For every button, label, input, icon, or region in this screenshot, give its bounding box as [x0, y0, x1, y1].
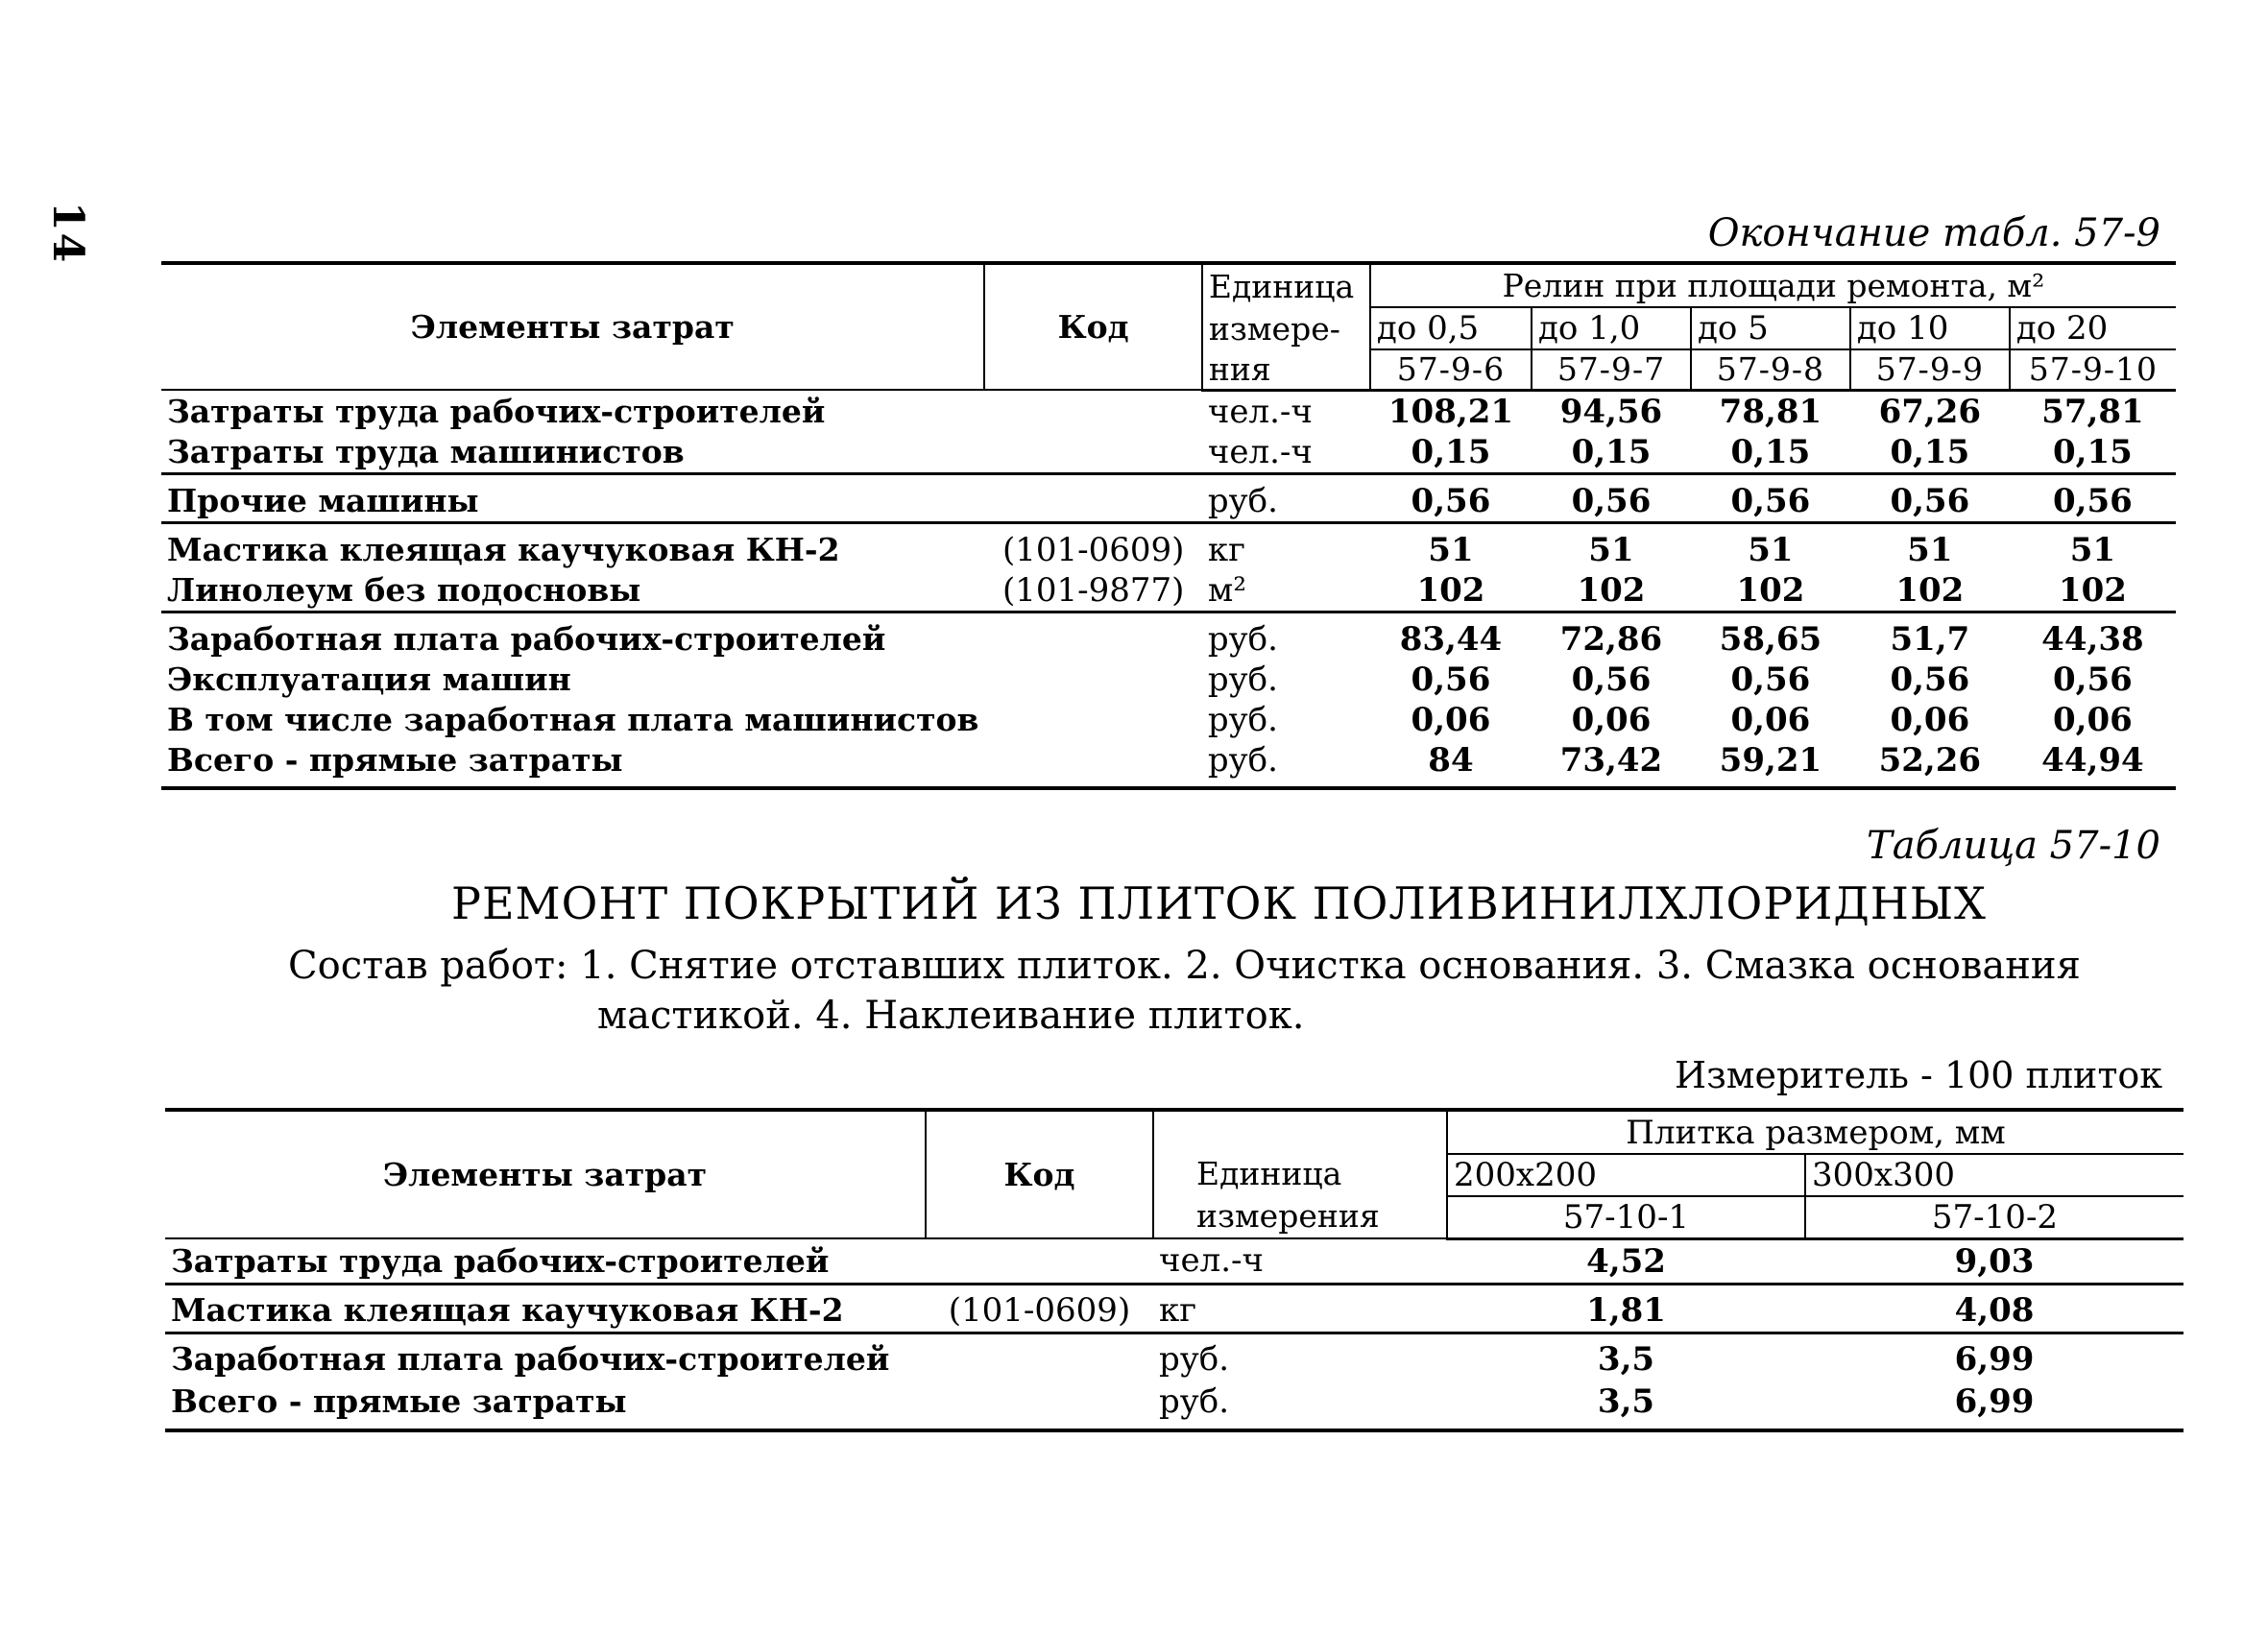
col-label: 300x300 [1805, 1154, 2184, 1196]
cell-value: 0,06 [1890, 700, 1970, 739]
table-row [161, 390, 2176, 432]
cell-value: 0,56 [1532, 473, 1691, 522]
row-label: Линолеум без подосновы [167, 571, 641, 609]
section-title: РЕМОНТ ПОКРЫТИЙ ИЗ ПЛИТОК ПОЛИВИНИЛХЛОРИДНЫХ [451, 877, 1987, 929]
cell-value: 0,15 [1890, 432, 1970, 471]
cell-value: 0,56 [2053, 660, 2133, 699]
col-code: 57-9-10 [2010, 349, 2176, 390]
row-unit: руб. [1207, 660, 1278, 699]
table-row [161, 473, 2176, 522]
row-unit: м² [1207, 570, 1246, 610]
cell-value: 83,44 [1370, 612, 1532, 660]
cell-value: 58,65 [1691, 612, 1850, 660]
row-code [984, 660, 1201, 700]
row-label: Заработная плата рабочих-строителей [165, 1333, 926, 1381]
cell-value: 51 [2010, 522, 2176, 570]
row-unit: чел.-ч [1207, 432, 1313, 471]
cell-value: 102 [1895, 570, 1965, 610]
cell-value: 94,56 [1559, 392, 1663, 431]
cell-value: 0,06 [1571, 700, 1652, 739]
cell-value: 72,86 [1532, 612, 1691, 660]
table-row [165, 1284, 2184, 1333]
cell-value: 73,42 [1532, 740, 1691, 788]
row-label: Затраты труда рабочих-строителей [171, 1241, 830, 1280]
cell-value: 51 [1532, 522, 1691, 570]
cell-value: 0,56 [1411, 660, 1491, 699]
row-label: Всего - прямые затраты [161, 740, 984, 788]
table-row [165, 1238, 2184, 1284]
header-unit [1153, 1110, 1447, 1238]
col-label: до 5 [1691, 307, 1850, 349]
cell-value: 57,81 [2041, 392, 2144, 431]
header-group: Релин при площади ремонта, м² [1370, 263, 2176, 307]
cell-value: 6,99 [1805, 1381, 2184, 1430]
cell-value: 102 [2058, 570, 2127, 610]
row-label: Затраты труда рабочих-строителей [167, 392, 826, 430]
table-row [161, 660, 2176, 700]
table-row [161, 612, 2176, 660]
cell-value: 108,21 [1387, 392, 1514, 431]
cell-value: 0,15 [1730, 432, 1811, 471]
cell-value: 3,5 [1447, 1381, 1805, 1430]
cell-value: 67,26 [1878, 392, 1982, 431]
cell-value: 4,52 [1586, 1241, 1666, 1281]
table1-caption: Окончание табл. 57-9 [1707, 211, 2160, 255]
cell-value: 0,06 [2053, 700, 2133, 739]
row-unit: руб. [1202, 473, 1370, 522]
cell-value: 0,56 [1850, 473, 2010, 522]
row-label: В том числе заработная плата машинистов [167, 701, 979, 738]
header-code: Код [926, 1110, 1153, 1238]
header-elements: Элементы затрат [161, 263, 984, 390]
table-row [161, 740, 2176, 788]
row-code [984, 740, 1201, 788]
row-code: (101-0609) [926, 1284, 1153, 1333]
page-number: 14 [43, 202, 92, 265]
table-57-9 [161, 261, 2176, 790]
cell-value: 78,81 [1719, 392, 1822, 431]
cell-value: 59,21 [1691, 740, 1850, 788]
row-label: Прочие машины [161, 473, 984, 522]
row-code: (101-0609) [984, 522, 1201, 570]
cell-value: 9,03 [1954, 1241, 2035, 1281]
col-code: 57-10-1 [1447, 1196, 1805, 1238]
cell-value: 51 [1691, 522, 1850, 570]
cell-value: 0,15 [1411, 432, 1491, 471]
row-label: Эксплуатация машин [167, 660, 571, 698]
table-row [161, 432, 2176, 474]
table2-caption: Таблица 57-10 [1867, 824, 2160, 868]
row-code [984, 432, 1201, 474]
row-unit: чел.-ч [1159, 1241, 1264, 1281]
row-code [926, 1381, 1153, 1430]
header-code: Код [984, 263, 1201, 390]
row-code [984, 700, 1201, 740]
row-code [984, 473, 1201, 522]
row-label: Мастика клеящая каучуковая КН-2 [165, 1284, 926, 1333]
col-label: 200x200 [1447, 1154, 1805, 1196]
row-unit: кг [1153, 1284, 1447, 1333]
header-unit-1: Единица [1202, 263, 1370, 307]
row-code [926, 1333, 1153, 1381]
row-unit: руб. [1153, 1381, 1447, 1430]
col-label: до 0,5 [1370, 307, 1532, 349]
row-unit: руб. [1153, 1333, 1447, 1381]
row-unit: руб. [1207, 700, 1278, 739]
table-row [161, 522, 2176, 570]
cell-value: 0,15 [1571, 432, 1652, 471]
col-label: до 20 [2010, 307, 2176, 349]
composition-line-1: Состав работ: 1. Снятие отставших плиток. 2. Очистка основания. 3. Смазка основания [288, 944, 2081, 988]
cell-value: 0,56 [1730, 660, 1811, 699]
col-label: до 1,0 [1532, 307, 1691, 349]
col-code: 57-9-6 [1370, 349, 1532, 390]
row-code [926, 1238, 1153, 1284]
row-code [984, 390, 1201, 432]
col-label: до 10 [1850, 307, 2010, 349]
cell-value: 51 [1370, 522, 1532, 570]
cell-value: 0,15 [2053, 432, 2133, 471]
table-row [161, 700, 2176, 740]
col-code: 57-9-7 [1532, 349, 1691, 390]
cell-value: 0,56 [1370, 473, 1532, 522]
row-label: Мастика клеящая каучуковая КН-2 [161, 522, 984, 570]
table-row [165, 1333, 2184, 1381]
cell-value: 0,06 [1730, 700, 1811, 739]
measure-unit: Измеритель - 100 плиток [1675, 1054, 2162, 1096]
row-label: Затраты труда машинистов [167, 433, 685, 470]
header-elements: Элементы затрат [165, 1110, 926, 1238]
cell-value: 102 [1416, 570, 1485, 610]
row-unit: кг [1202, 522, 1370, 570]
cell-value: 51 [1850, 522, 2010, 570]
row-code: (101-9877) [1001, 570, 1185, 610]
cell-value: 0,56 [2010, 473, 2176, 522]
cell-value: 0,56 [1571, 660, 1652, 699]
row-label: Всего - прямые затраты [165, 1381, 926, 1430]
table-row [165, 1381, 2184, 1430]
table-57-10 [165, 1108, 2184, 1432]
row-unit: руб. [1202, 740, 1370, 788]
col-code: 57-9-8 [1691, 349, 1850, 390]
cell-value: 0,06 [1411, 700, 1491, 739]
cell-value: 84 [1370, 740, 1532, 788]
row-code [984, 612, 1201, 660]
cell-value: 3,5 [1447, 1333, 1805, 1381]
header-unit-2: измерения [1196, 1197, 1380, 1235]
row-label: Заработная плата рабочих-строителей [161, 612, 984, 660]
col-code: 57-9-9 [1850, 349, 2010, 390]
cell-value: 102 [1577, 570, 1646, 610]
cell-value: 44,94 [2010, 740, 2176, 788]
row-unit: руб. [1202, 612, 1370, 660]
cell-value: 0,56 [1890, 660, 1970, 699]
cell-value: 102 [1736, 570, 1805, 610]
work-composition [288, 941, 2081, 1041]
cell-value: 44,38 [2010, 612, 2176, 660]
header-group: Плитка размером, мм [1447, 1110, 2184, 1154]
cell-value: 1,81 [1447, 1284, 1805, 1333]
header-unit-3: ния [1202, 349, 1370, 390]
cell-value: 52,26 [1850, 740, 2010, 788]
cell-value: 6,99 [1805, 1333, 2184, 1381]
cell-value: 4,08 [1805, 1284, 2184, 1333]
cell-value: 51,7 [1850, 612, 2010, 660]
header-unit-2: измере- [1202, 307, 1370, 349]
row-unit: чел.-ч [1207, 392, 1313, 431]
header-unit-1: Единица [1196, 1155, 1342, 1192]
table-row [161, 570, 2176, 612]
composition-line-2: мастикой. 4. Наклеивание плиток. [597, 994, 1305, 1038]
col-code: 57-10-2 [1805, 1196, 2184, 1238]
cell-value: 0,56 [1691, 473, 1850, 522]
